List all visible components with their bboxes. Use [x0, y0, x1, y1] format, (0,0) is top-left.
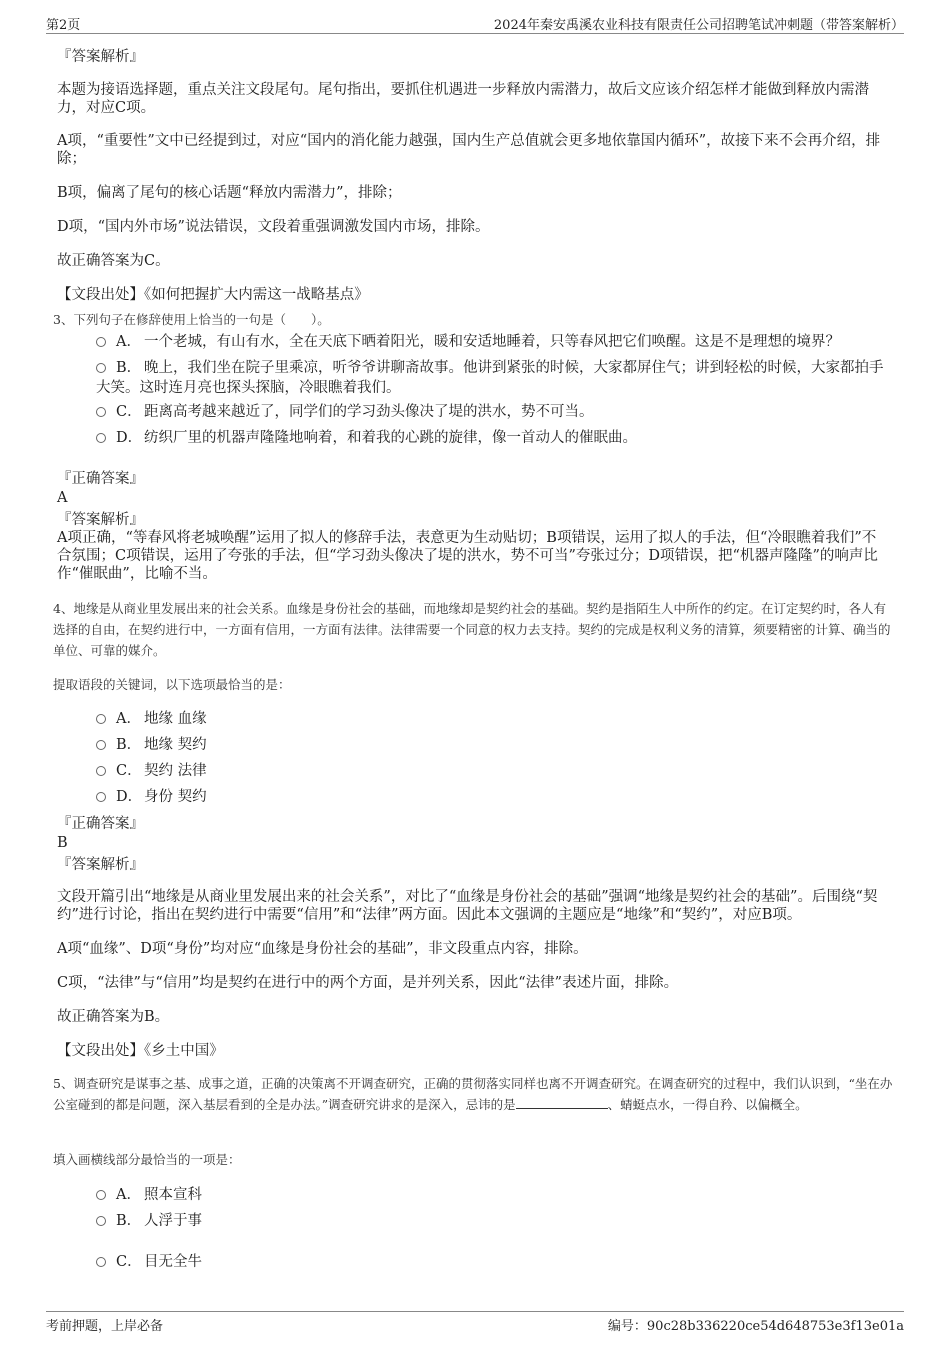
- radio-icon[interactable]: [96, 363, 106, 373]
- option-b[interactable]: B． 地缘 契约: [96, 735, 886, 755]
- correct-answer: B: [57, 835, 68, 851]
- option-c[interactable]: C． 目无全牛: [96, 1252, 886, 1272]
- header-divider: [46, 33, 904, 34]
- option-a[interactable]: A． 照本宣科: [96, 1185, 886, 1205]
- question-stem: 3、下列句子在修辞使用上恰当的一句是（ ）。: [53, 312, 330, 327]
- fill-blank: [516, 1096, 608, 1109]
- analysis-paragraph: C项，“法律”与“信用”均是契约在进行中的两个方面，是并列关系，因此“法律”表述片面，排除。: [57, 975, 679, 991]
- analysis-heading: 『答案解析』: [57, 512, 144, 528]
- radio-icon[interactable]: [96, 1190, 106, 1200]
- radio-icon[interactable]: [96, 337, 106, 347]
- radio-icon[interactable]: [96, 792, 106, 802]
- option-b[interactable]: B． 晚上，我们坐在院子里乘凉，听爷爷讲聊斋故事。他讲到紧张的时候，大家都屏住气；讲到轻松的时候，大家都拍手大笑。这时连月亮也探头探脑，冷眼瞧着我们。: [96, 360, 884, 396]
- analysis-paragraph: 文段开篇引出“地缘是从商业里发展出来的社会关系”，对比了“血缘是身份社会的基础”强调“地缘是契约社会的基础”。后围绕“契约”进行讨论，指出在契约进行中需要“信用”和“法律”两方面。因此本文强调的主题应是“地缘”和“契约”，对应B项。: [57, 889, 878, 923]
- option-a[interactable]: A． 一个老城，有山有水，全在天底下晒着阳光，暖和安适地睡着，只等春风把它们唤醒。这是不是理想的境界？: [96, 332, 886, 352]
- radio-icon[interactable]: [96, 714, 106, 724]
- radio-icon[interactable]: [96, 740, 106, 750]
- question-stem: 5、调查研究是谋事之基、成事之道，正确的决策离不开调查研究，正确的贯彻落实同样也离不开调查研究。在调查研究的过程中，我们认识到，“坐在办公室碰到的都是问题，深入基层看到的全是办法。”调查研究讲求的是深入，忌讳的是 、蜻蜓点水，一得自矜、以偏概全。: [53, 1076, 893, 1112]
- option-d[interactable]: D． 身份 契约: [96, 787, 886, 807]
- analysis-paragraph: A项，“重要性”文中已经提到过，对应“国内的消化能力越强，国内生产总值就会更多地依靠国内循环”，故接下来不会再介绍，排除；: [57, 133, 881, 167]
- answer-conclusion: 故正确答案为C。: [57, 253, 170, 269]
- answer-heading: 『正确答案』: [57, 471, 144, 487]
- footer-divider: [46, 1311, 904, 1312]
- radio-icon[interactable]: [96, 1216, 106, 1226]
- analysis-paragraph: B项，偏离了尾句的核心话题“释放内需潜力”，排除；: [57, 185, 402, 201]
- analysis-paragraph: A项“血缘”、D项“身份”均对应“血缘是身份社会的基础”，非文段重点内容，排除。: [57, 941, 588, 957]
- analysis-heading: 『答案解析』: [57, 49, 144, 65]
- radio-icon[interactable]: [96, 1257, 106, 1267]
- correct-answer: A: [57, 490, 68, 506]
- radio-icon[interactable]: [96, 433, 106, 443]
- question-prompt: 填入画横线部分最恰当的一项是：: [53, 1152, 241, 1167]
- answer-conclusion: 故正确答案为B。: [57, 1009, 170, 1025]
- analysis-heading: 『答案解析』: [57, 857, 144, 873]
- analysis-paragraph: A项正确，“等春风将老城唤醒”运用了拟人的修辞手法，表意更为生动贴切；B项错误，运用了拟人的手法，但“冷眼瞧着我们”不合氛围；C项错误，运用了夸张的手法，但“学习劲头像决了堤的洪水，势不可当”夸张过分；D项错误，把“机器声隆隆”的响声比作“催眠曲”，比喻不当。: [57, 530, 878, 582]
- radio-icon[interactable]: [96, 766, 106, 776]
- question-stem: 4、地缘是从商业里发展出来的社会关系。血缘是身份社会的基础，而地缘却是契约社会的基础。契约是指陌生人中所作的约定。在订定契约时，各人有选择的自由，在契约进行中，一方面有信用，一方面有法律。法律需要一个同意的权力去支持。契约的完成是权利义务的清算，须要精密的计算、确当的单位、可靠的媒介。: [53, 601, 891, 658]
- option-c[interactable]: C． 契约 法律: [96, 761, 886, 781]
- document-id: 编号：90c28b336220ce54d648753e3f13e01a: [607, 1319, 904, 1334]
- footer-slogan: 考前押题，上岸必备: [46, 1319, 164, 1334]
- radio-icon[interactable]: [96, 407, 106, 417]
- source-citation: 【文段出处】《如何把握扩大内需这一战略基点》: [57, 287, 369, 303]
- source-citation: 【文段出处】《乡土中国》: [57, 1043, 224, 1059]
- analysis-paragraph: 本题为接语选择题，重点关注文段尾句。尾句指出，要抓住机遇进一步释放内需潜力，故后文应该介绍怎样才能做到释放内需潜力，对应C项。: [57, 82, 869, 116]
- document-title: 2024年秦安禹溪农业科技有限责任公司招聘笔试冲刺题（带答案解析）: [493, 18, 904, 33]
- question-prompt: 提取语段的关键词，以下选项最恰当的是：: [53, 677, 291, 692]
- option-a[interactable]: A． 地缘 血缘: [96, 709, 886, 729]
- option-c[interactable]: C． 距离高考越来越近了，同学们的学习劲头像决了堤的洪水，势不可当。: [96, 402, 886, 422]
- option-b[interactable]: B． 人浮于事: [96, 1211, 886, 1231]
- analysis-paragraph: D项，“国内外市场”说法错误，文段着重强调激发国内市场，排除。: [57, 219, 490, 235]
- answer-heading: 『正确答案』: [57, 816, 144, 832]
- page-number: 第2页: [46, 18, 81, 33]
- option-d[interactable]: D． 纺织厂里的机器声隆隆地响着，和着我的心跳的旋律，像一首动人的催眠曲。: [96, 428, 886, 448]
